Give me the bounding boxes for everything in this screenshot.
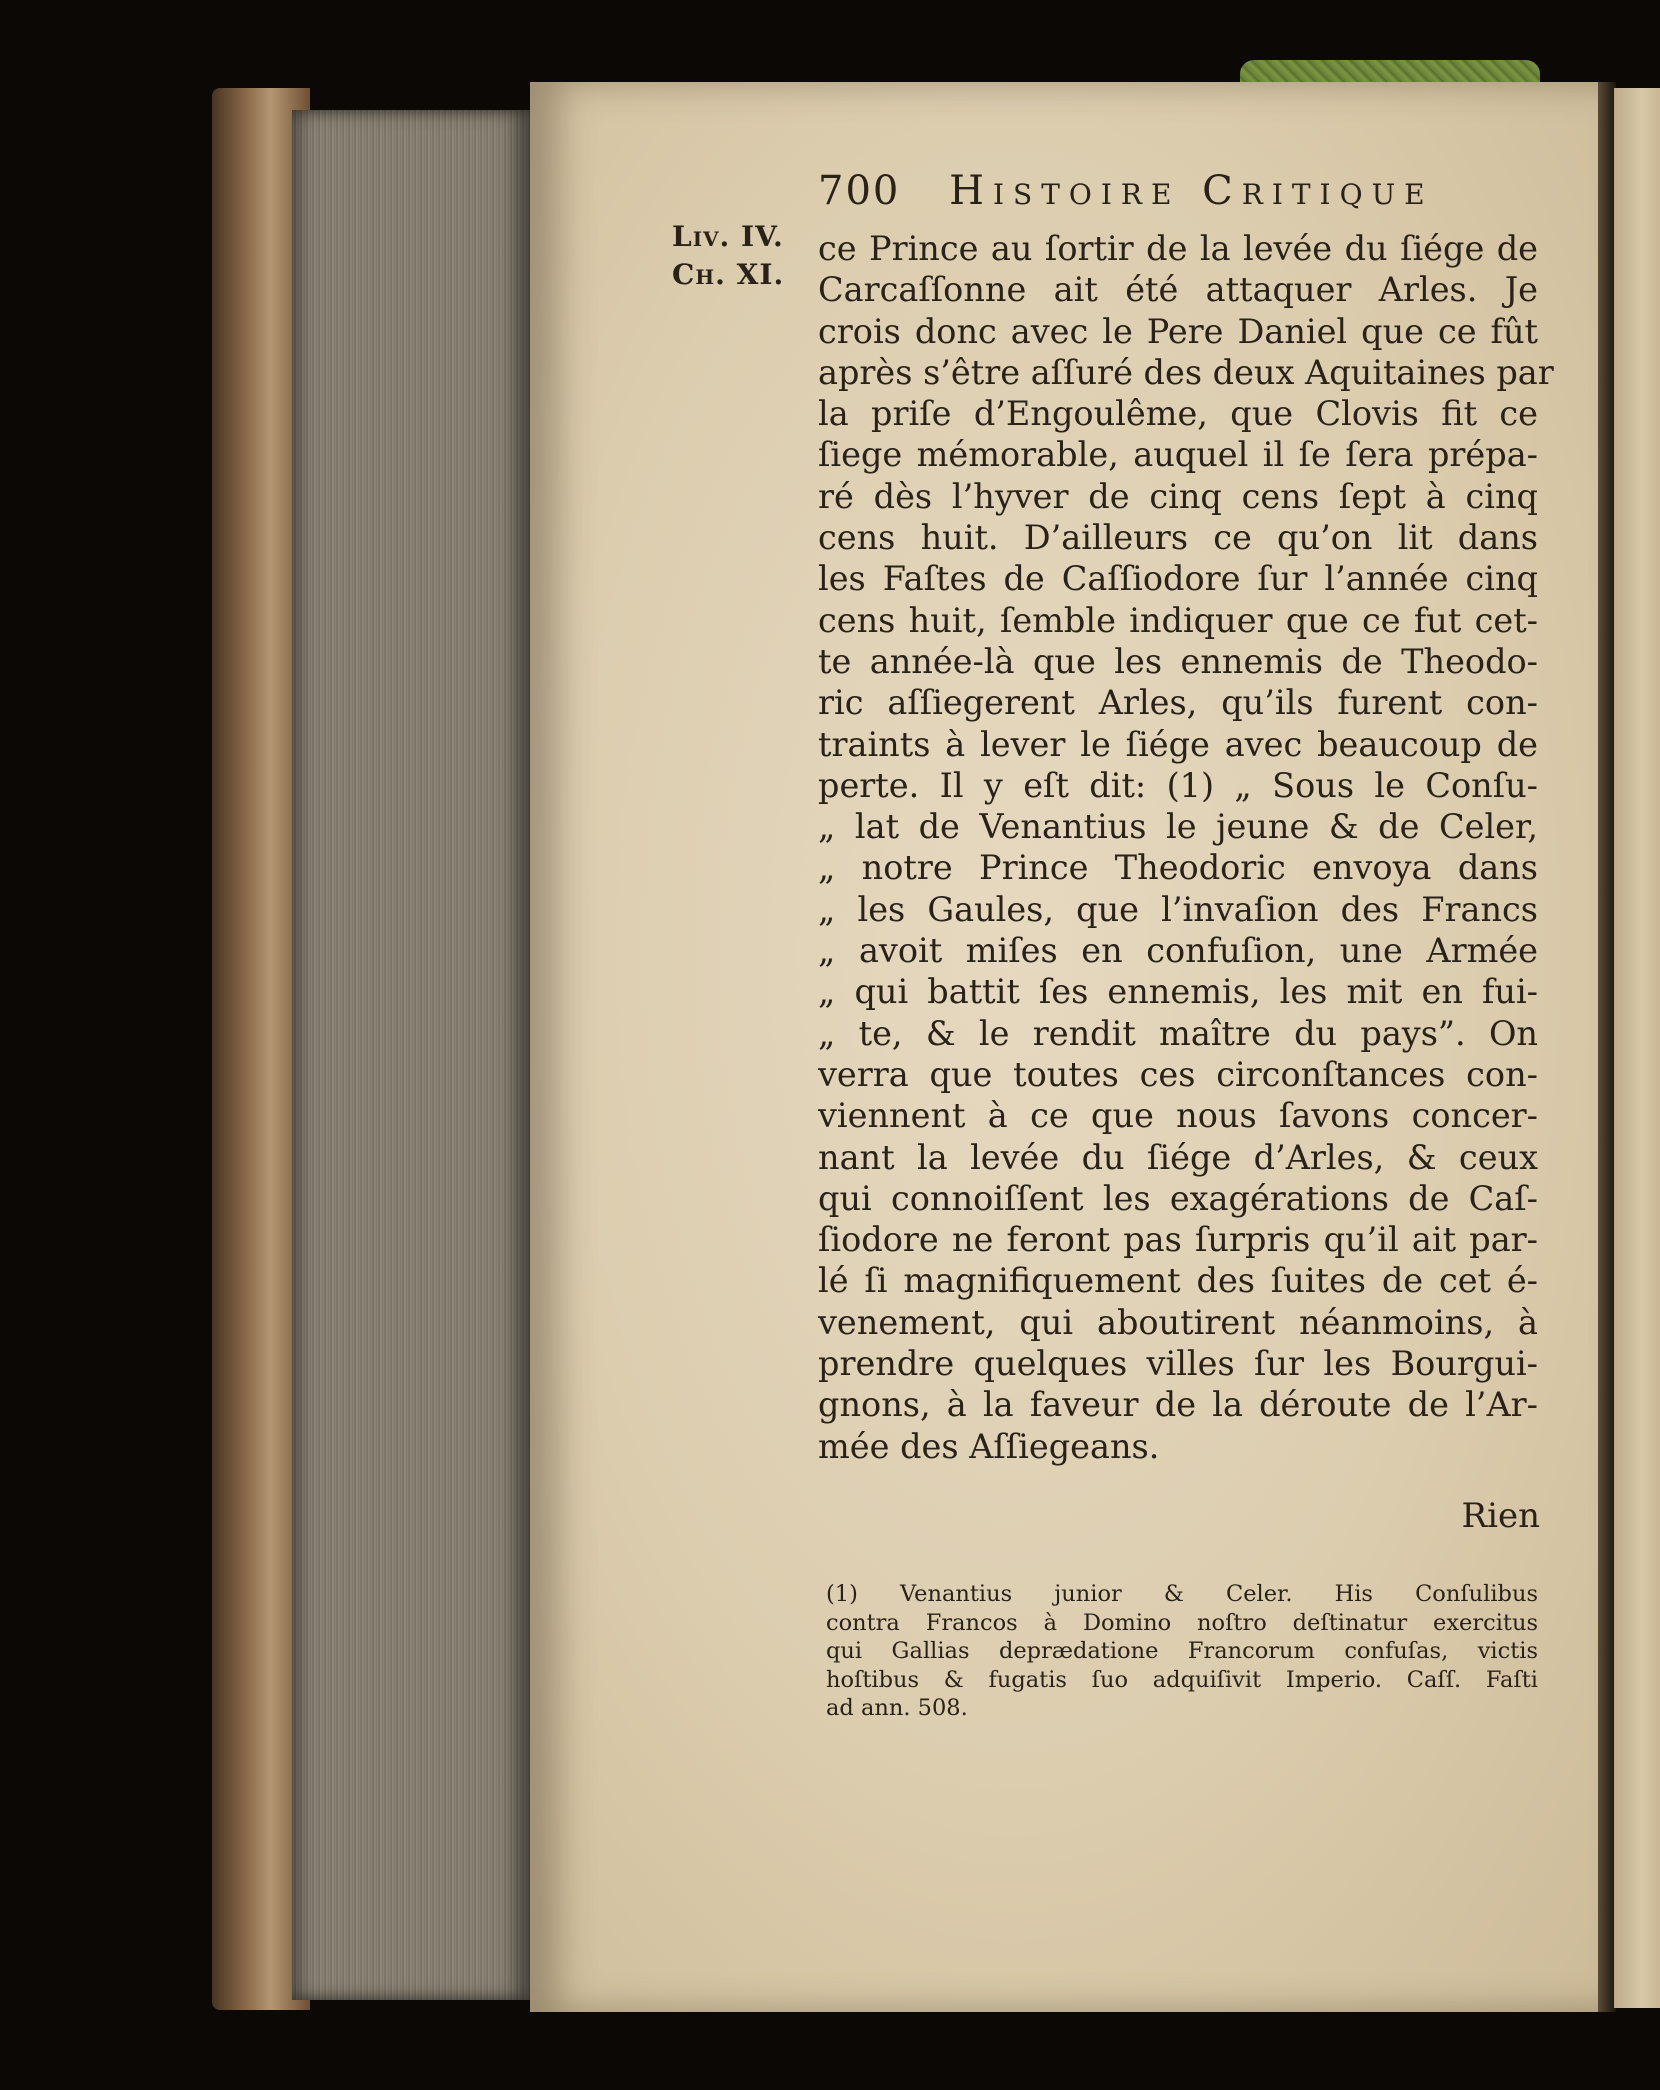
footnote-line: hoſtibus & fugatis ſuo adquiſivit Imperio. Caſſ. Faſti — [826, 1666, 1538, 1693]
text-line: ce Prince au ſortir de la levée du ſiége de — [818, 229, 1538, 268]
text-line: crois donc avec le Pere Daniel que ce fût — [818, 311, 1538, 351]
text-line: verra que toutes ces circonſtances con- — [818, 1054, 1538, 1094]
text-line: traints à lever le ſiége avec beaucoup de — [818, 724, 1538, 764]
text-line: la priſe d’Engoulême, que Clovis fit ce — [818, 394, 1538, 434]
text-line: qui connoiſſent les exagérations de Caſ- — [818, 1178, 1538, 1218]
text-line: ré dès l’hyver de cinq cens ſept à cinq — [818, 476, 1538, 516]
text-line: lé ſi magnifiquement des ſuites de cet é- — [818, 1261, 1538, 1301]
text-line: ſiodore ne feront pas ſurpris qu’il ait par- — [818, 1220, 1538, 1260]
page-stack-edge — [292, 110, 530, 2000]
margin-note — [672, 218, 812, 294]
text-line: après s’être aſſuré des deux Aquitaines par — [818, 352, 1554, 392]
text-line: ſiege mémorable, auquel il ſe ſera prépa- — [818, 435, 1538, 475]
text-line: venement, qui aboutirent néanmoins, à — [818, 1302, 1538, 1342]
footnote-line: contra Francos à Domino noſtro deſtinatur exercitus — [826, 1609, 1538, 1636]
text-line: nant la levée du ſiége d’Arles, & ceux — [818, 1137, 1538, 1177]
text-line: cens huit. D’ailleurs ce qu’on lit dans — [818, 518, 1538, 558]
text-line: „ lat de Venantius le jeune & de Celer, — [818, 807, 1538, 847]
text-line: les Faſtes de Caſſiodore ſur l’année cinq — [818, 559, 1538, 599]
text-line: Carcaſſonne ait été attaquer Arles. Je — [818, 270, 1538, 310]
text-line: „ notre Prince Theodoric envoya dans — [818, 848, 1538, 888]
footnote-line: ad ann. 508. — [826, 1695, 968, 1721]
footnote-line: qui Gallias deprædatione Francorum confuſas, victis — [826, 1638, 1538, 1664]
footnote — [826, 1580, 1538, 1723]
right-page-edge — [1614, 88, 1660, 2008]
running-title: Histoire Critique — [949, 168, 1434, 214]
text-line: „ les Gaules, que l’invaſion des Francs — [818, 889, 1538, 929]
text-line: gnons, à la faveur de la déroute de l’Ar- — [818, 1385, 1538, 1425]
page-number: 700 — [818, 168, 901, 214]
margin-note-book: Liv. IV. — [672, 220, 784, 253]
text-line: „ te, & le rendit maître du pays”. On — [818, 1013, 1538, 1053]
text-line: cens huit, ſemble indiquer que ce fut cet- — [818, 600, 1538, 640]
text-line: prendre quelques villes ſur les Bourgui- — [818, 1344, 1538, 1384]
body-text — [818, 228, 1554, 1467]
text-line: ric aſſiegerent Arles, qu’ils furent con- — [818, 683, 1538, 723]
text-line: te année-là que les ennemis de Theodo- — [818, 641, 1538, 681]
catchword: Rien — [1461, 1496, 1540, 1536]
footnote-line: (1) Venantius junior & Celer. His Conſulibus — [826, 1581, 1538, 1607]
running-head — [818, 168, 1458, 228]
margin-note-chapter: Ch. XI. — [672, 258, 785, 291]
text-line: perte. Il y eſt dit: (1) „ Sous le Conſu- — [818, 765, 1538, 805]
text-line: viennent à ce que nous ſavons concer- — [818, 1096, 1538, 1136]
text-line: „ qui battit ſes ennemis, les mit en fui- — [818, 972, 1538, 1012]
text-line: „ avoit miſes en confuſion, une Armée — [818, 931, 1538, 971]
text-line: mée des Aſſiegeans. — [818, 1426, 1160, 1466]
